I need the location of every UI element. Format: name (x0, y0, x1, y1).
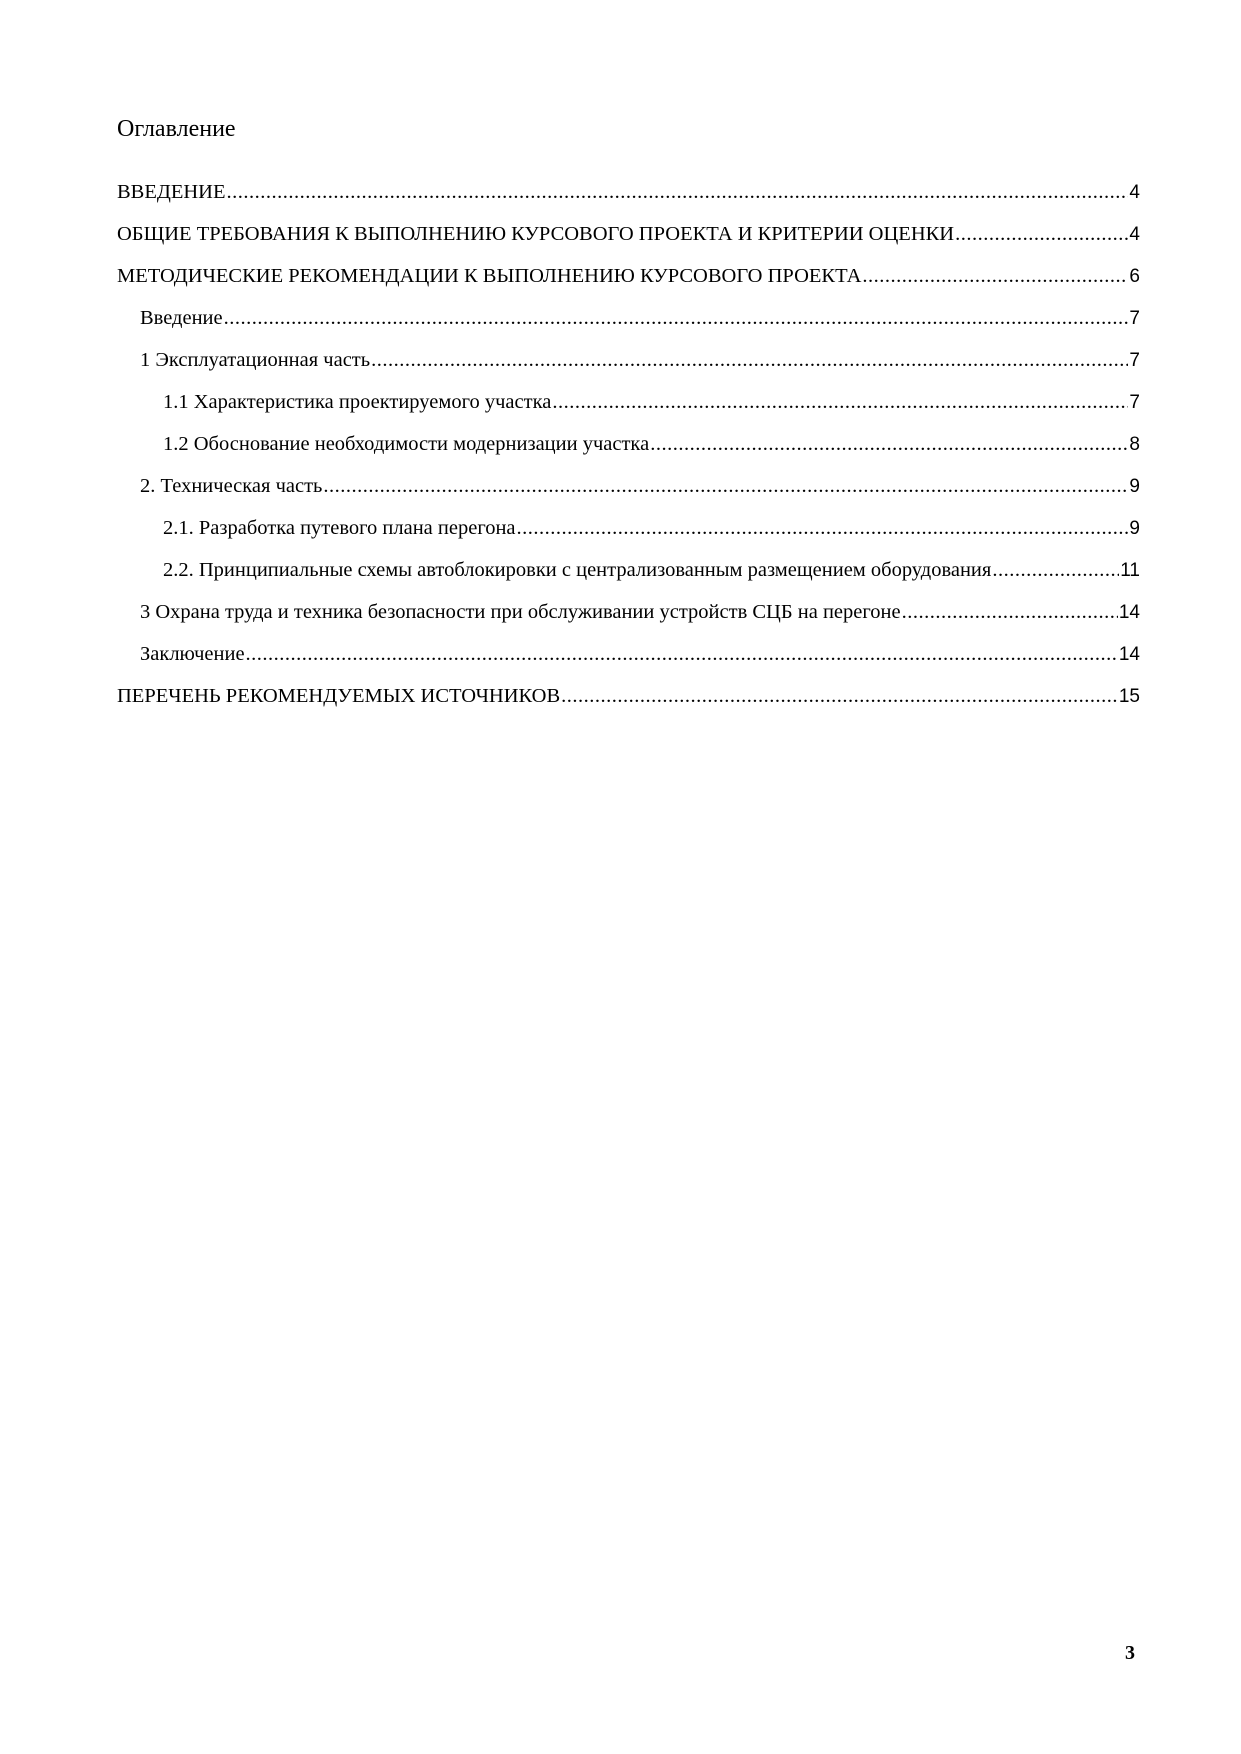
toc-entry-page: 6 (1129, 266, 1140, 287)
dot-leader (371, 345, 1128, 375)
toc-entry[interactable] (117, 177, 1140, 207)
toc-entry-page: 7 (1129, 308, 1140, 329)
toc-entry[interactable] (117, 219, 1140, 249)
toc-entry-title: ОБЩИЕ ТРЕБОВАНИЯ К ВЫПОЛНЕНИЮ КУРСОВОГО ПРОЕКТА И КРИТЕРИИ ОЦЕНКИ (117, 223, 955, 245)
toc-entry-title: 2.2. Принципиальные схемы автоблокировки с централизованным размещением оборудования (163, 559, 992, 581)
toc-entry-page: 4 (1129, 224, 1140, 245)
toc-entry-page: 7 (1129, 350, 1140, 371)
toc-entry-title: 2. Техническая часть (140, 475, 323, 497)
toc-entry-page: 4 (1129, 182, 1140, 203)
toc-entry[interactable] (163, 429, 1140, 459)
toc-entry-page: 8 (1129, 434, 1140, 455)
page-number: 3 (1125, 1642, 1135, 1664)
toc-entry-page: 14 (1118, 644, 1140, 665)
toc-entry-title: МЕТОДИЧЕСКИЕ РЕКОМЕНДАЦИИ К ВЫПОЛНЕНИЮ КУРСОВОГО ПРОЕКТА (117, 265, 862, 287)
dot-leader (246, 639, 1118, 669)
toc-entry[interactable] (163, 555, 1140, 585)
toc-entry[interactable] (140, 471, 1140, 501)
toc-entry-page: 9 (1129, 476, 1140, 497)
toc-entry-page: 14 (1118, 602, 1140, 623)
dot-leader (517, 513, 1129, 543)
toc-entry-page: 11 (1120, 560, 1140, 581)
toc-entry-title: Введение (140, 307, 223, 329)
toc-entry[interactable] (140, 303, 1140, 333)
toc-entry-title: ВВЕДЕНИЕ (117, 181, 226, 203)
toc-entry[interactable] (117, 681, 1140, 711)
toc-entry[interactable] (163, 387, 1140, 417)
toc-entry-title: Заключение (140, 643, 245, 665)
toc-entry[interactable] (140, 345, 1140, 375)
dot-leader (992, 555, 1119, 585)
dot-leader (902, 597, 1118, 627)
toc-entry-title: 2.1. Разработка путевого плана перегона (163, 517, 516, 539)
dot-leader (224, 303, 1129, 333)
toc-entry[interactable] (140, 639, 1140, 669)
toc-entry[interactable] (163, 513, 1140, 543)
toc-entry-title: 1.2 Обоснование необходимости модернизации участка (163, 433, 650, 455)
toc-entry-page: 7 (1129, 392, 1140, 413)
dot-leader (650, 429, 1128, 459)
toc-entry-title: 1.1 Характеристика проектируемого участка (163, 391, 552, 413)
toc-entry-title: ПЕРЕЧЕНЬ РЕКОМЕНДУЕМЫХ ИСТОЧНИКОВ (117, 685, 561, 707)
toc-entry-page: 15 (1118, 686, 1140, 707)
toc-entry[interactable] (140, 597, 1140, 627)
toc-entry-title: 3 Охрана труда и техника безопасности при обслуживании устройств СЦБ на перегоне (140, 601, 901, 623)
dot-leader (561, 681, 1118, 711)
toc-entry[interactable] (117, 261, 1140, 291)
toc-entry-page: 9 (1129, 518, 1140, 539)
toc-entry-title: 1 Эксплуатационная часть (140, 349, 371, 371)
dot-leader (862, 261, 1128, 291)
dot-leader (227, 177, 1129, 207)
dot-leader (955, 219, 1128, 249)
dot-leader (323, 471, 1128, 501)
dot-leader (552, 387, 1128, 417)
toc-heading: Оглавление (117, 116, 236, 142)
